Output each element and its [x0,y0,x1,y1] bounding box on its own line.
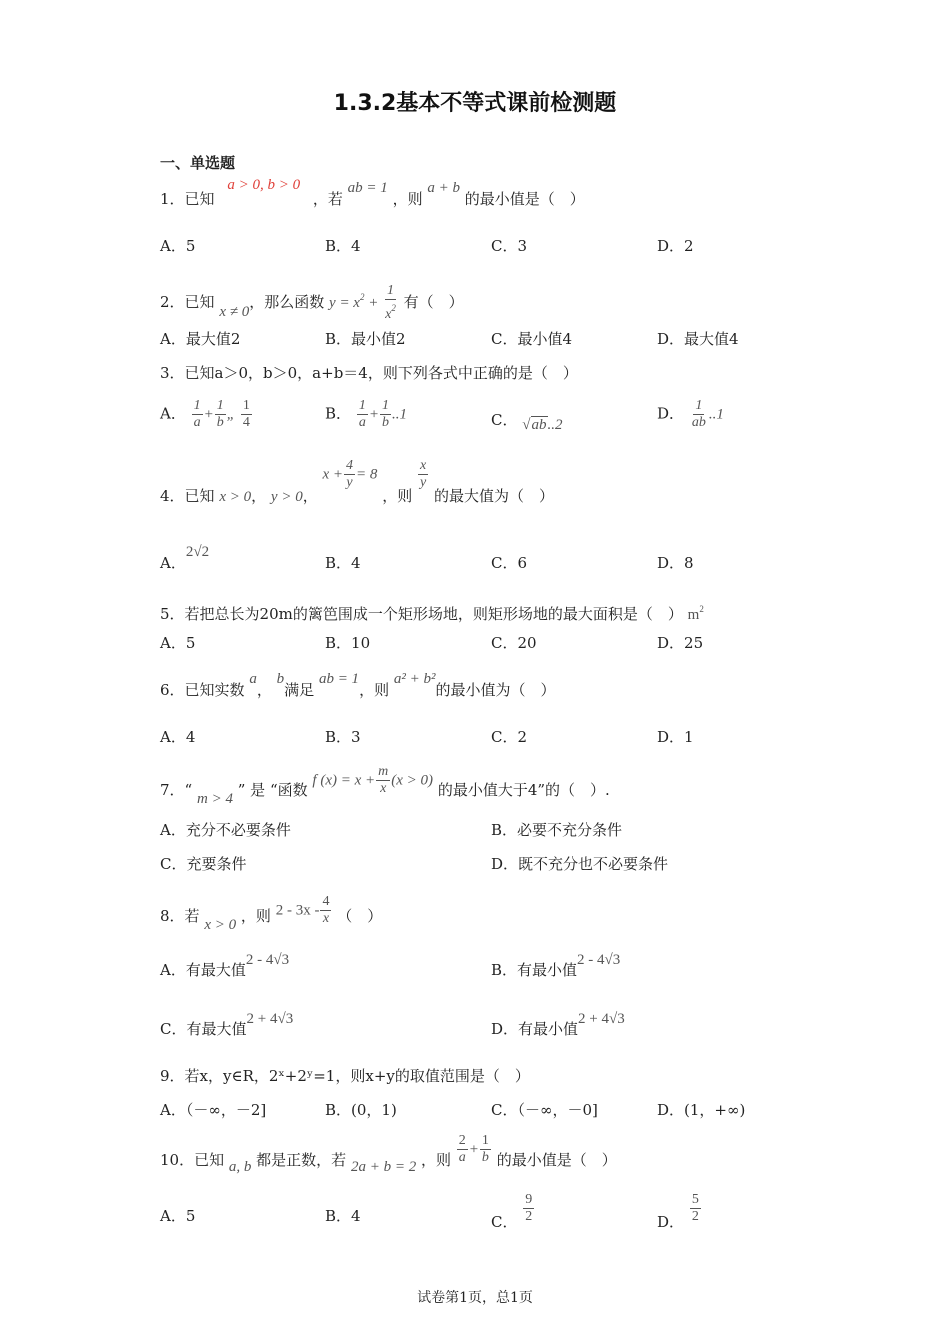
option-10c: C． $\frac{9}{2}$ [491,1192,533,1231]
option-3b: B． $\frac{1}{a}$ + $\frac{1}{b}$ ..1 [325,398,407,430]
option-6c: C．2 [491,728,528,746]
option-2d: D．最大值4 [657,330,739,348]
option-8a: A．有最大值2 - 4√3 [160,952,290,979]
option-8b: B．有最小值2 - 4√3 [491,952,621,979]
option-7a: A．充分不必要条件 [160,821,291,839]
option-2b: B．最小值2 [325,330,406,348]
option-1d: D．2 [657,237,694,255]
question-1: 1．已知 a > 0, b > 0 ，若 ab = 1 ，则 a + b 的最小值是（ ） [160,177,585,208]
option-7c: C．充要条件 [160,855,247,873]
option-1a: A．5 [160,237,196,255]
question-6: 6．已知实数 a， b满足 ab = 1，则 a² + b²的最小值为（ ） [160,671,556,699]
option-1b: B．4 [325,237,361,255]
question-2: 2．已知 x ≠ 0，那么函数 $y = x^2$ + $\frac{1}{x^2}$ 有（ ） [160,283,464,322]
option-5d: D．25 [657,634,704,652]
option-3d: D． $\frac{1}{ab}$ ..1 [657,398,724,430]
option-5a: A．5 [160,634,196,652]
option-10a: A．5 [160,1207,196,1225]
option-10b: B．4 [325,1207,361,1225]
section-heading: 一、单选题 [160,154,236,172]
question-3: 3．已知a＞0，b＞0，a+b＝4，则下列各式中正确的是（ ） [160,364,578,382]
option-8d: D．有最小值2 + 4√3 [491,1011,625,1038]
option-4b: B．4 [325,554,361,572]
option-5c: C．20 [491,634,537,652]
option-6d: D．1 [657,728,694,746]
option-7d: D．既不充分也不必要条件 [491,855,669,873]
option-2c: C．最小值4 [491,330,573,348]
question-9: 9．若x，y∈R，2ˣ+2ʸ=1，则x+y的取值范围是（ ） [160,1067,530,1085]
option-9c: C．（－∞，－0] [491,1101,598,1119]
option-9b: B．(0，1) [325,1101,397,1119]
question-7: 7．“ m > 4 ” 是 “函数 f (x) = x + $\frac{m}{x}$ (x > 0) 的最小值大于4”的（ ）. [160,764,610,807]
option-4d: D．8 [657,554,694,572]
option-4c: C．6 [491,554,528,572]
option-3c: C． √ab..2 [491,411,563,433]
page-footer: 试卷第1页，总1页 [417,1290,533,1306]
option-6b: B．3 [325,728,361,746]
math-condition: a > 0, b > 0 [227,177,301,193]
option-2a: A．最大值2 [160,330,241,348]
question-10: 10．已知 a, b 都是正数，若 2a + b = 2 ，则 $\frac{2}{a}$ + $\frac{1}{b}$ 的最小值是（ ） [160,1133,617,1175]
option-6a: A．4 [160,728,196,746]
question-4: 4．已知 x > 0， y > 0， x + $\frac{4}{y}$ = 8 ，则 $\frac{x}{y}$ 的最大值为（ ） [160,458,554,505]
option-8c: C．有最大值2 + 4√3 [160,1011,294,1038]
option-5b: B．10 [325,634,371,652]
option-7b: B．必要不充分条件 [491,821,623,839]
option-3a: A． $\frac{1}{a}$ + $\frac{1}{b}$ „ $\frac{1}{4}$ [160,398,250,430]
option-9a: A．（－∞，－2] [160,1101,267,1119]
option-9d: D．(1，+∞) [657,1101,746,1119]
option-1c: C．3 [491,237,528,255]
page-title: 1.3.2基本不等式课前检测题 [333,91,617,116]
question-5: 5．若把总长为20m的篱笆围成一个矩形场地，则矩形场地的最大面积是（ ） $m^2$ [160,604,704,623]
option-10d: D． $\frac{5}{2}$ [657,1192,699,1231]
question-8: 8．若 x > 0 ，则 2 - 3x - $\frac{4}{x}$ （ ） [160,894,383,933]
option-4a: A．2√2 [160,544,210,572]
